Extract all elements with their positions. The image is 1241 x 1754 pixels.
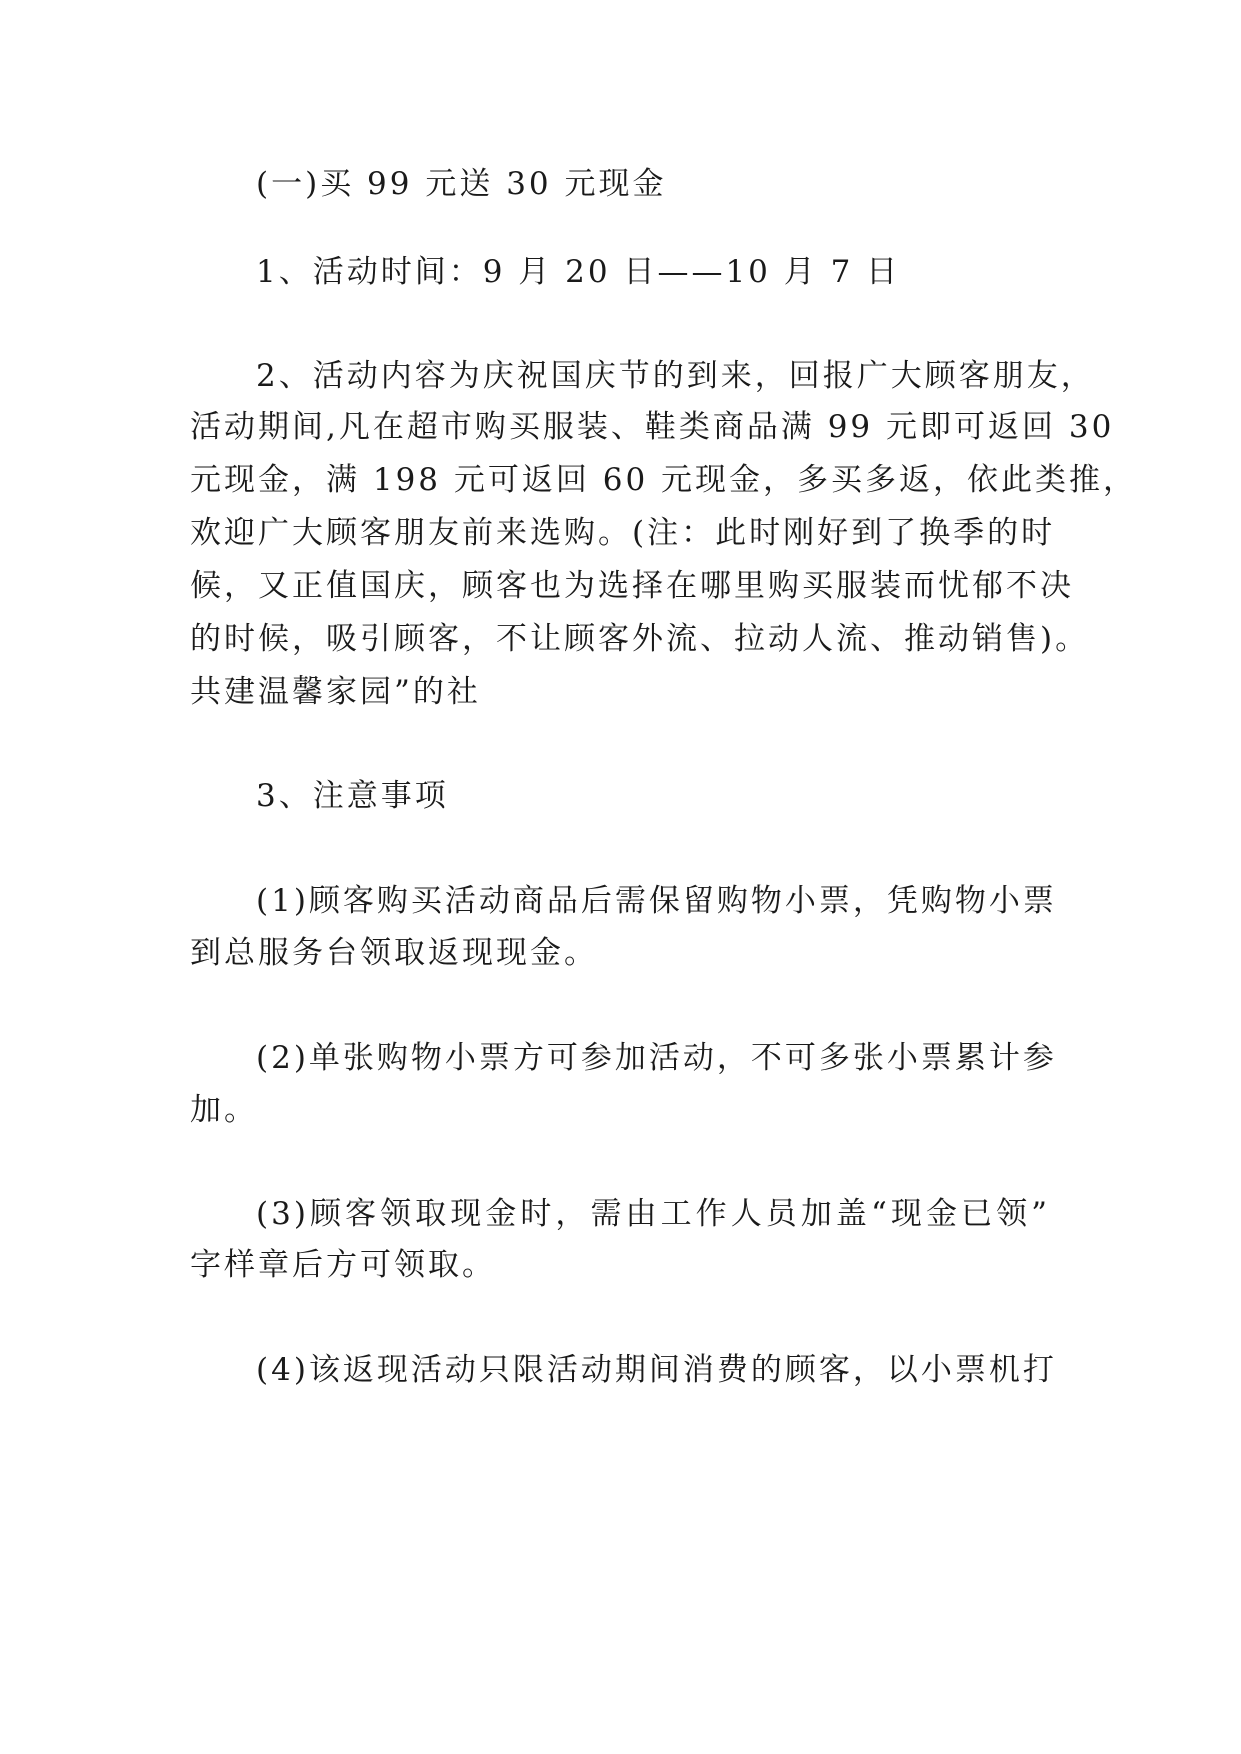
activity-time: 1、活动时间：9 月 20 日——10 月 7 日 [256, 254, 901, 290]
notes-heading: 3、注意事项 [256, 778, 449, 814]
activity-content-line-7: 共建温馨家园”的社 [190, 674, 481, 710]
activity-content-line-2: 活动期间,凡在超市购买服装、鞋类商品满 99 元即可返回 30 [190, 409, 1115, 445]
note-3-line-1: (3)顾客领取现金时，需由工作人员加盖“现金已领” [256, 1196, 1050, 1232]
activity-content-line-6: 的时候，吸引顾客，不让顾客外流、拉动人流、推动销售)。 [190, 621, 1090, 657]
activity-content-line-4: 欢迎广大顾客朋友前来选购。(注：此时刚好到了换季的时 [190, 515, 1056, 551]
activity-content-line-1: 2、活动内容为庆祝国庆节的到来，回报广大顾客朋友， [256, 358, 1095, 394]
note-1-line-1: (1)顾客购买活动商品后需保留购物小票，凭购物小票 [256, 883, 1057, 919]
note-2-line-2: 加。 [190, 1092, 258, 1128]
note-2-line-1: (2)单张购物小票方可参加活动，不可多张小票累计参 [256, 1040, 1057, 1076]
note-4-line-1: (4)该返现活动只限活动期间消费的顾客，以小票机打 [256, 1352, 1057, 1388]
activity-content-line-3: 元现金，满 198 元可返回 60 元现金，多买多返，依此类推， [190, 462, 1138, 498]
activity-content-line-5: 候，又正值国庆，顾客也为选择在哪里购买服装而忧郁不决 [190, 568, 1074, 604]
note-3-line-2: 字样章后方可领取。 [190, 1247, 496, 1283]
section-heading: (一)买 99 元送 30 元现金 [256, 166, 667, 202]
note-1-line-2: 到总服务台领取返现现金。 [190, 935, 598, 971]
